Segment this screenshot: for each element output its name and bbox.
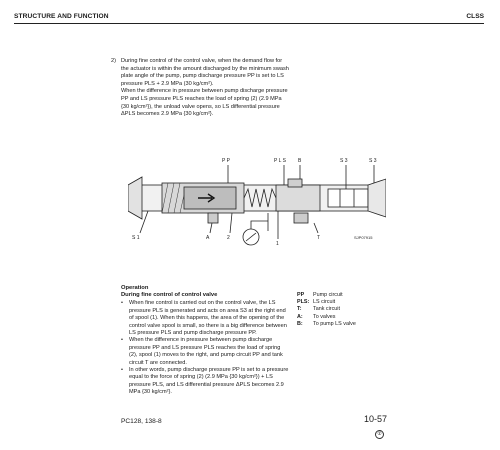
port-a <box>208 213 218 223</box>
label-2: 2 <box>227 235 230 241</box>
label-s3-1: S 3 <box>340 158 348 164</box>
intro-block <box>111 58 289 119</box>
valve-cross-section <box>128 155 386 251</box>
operation-bullets <box>121 300 289 396</box>
legend-row: T: Tank circuit <box>297 306 340 313</box>
page-number: 10-57 <box>364 414 388 424</box>
legend <box>297 292 417 328</box>
figure-code: SJP07915 <box>354 235 373 240</box>
operation-heading: Operation <box>121 285 149 291</box>
intro-paragraph-2: When the difference in pressure between pump discharge pressure PP and LS pressure PLS reaches the load of spring (2) (2.9 MPa {30 kg/cm²}), the unload valve opens, so LS differential pressure ΔPLS becomes 2.9 MPa {30 kg/cm²}. <box>121 88 288 118</box>
left-end-cap <box>128 177 142 219</box>
header-rule <box>14 23 484 24</box>
operation-subheading: During fine control of control valve <box>121 292 218 299</box>
legend-row: PLS: LS circuit <box>297 299 336 306</box>
label-a: A <box>206 235 210 241</box>
intro-paragraph-1: During fine control of the control valve, when the demand flow for the actuator is within the amount discharged by the minimum swash plate angle of the pump, pump discharge pressure PP is set to LS pressure PLS + 2.9 MPa (30 kg/cm²). <box>121 58 289 87</box>
intro-number: 2) <box>111 58 116 64</box>
operation-bullet-1: • When fine control is carried out on the control valve, the LS pressure PLS is generated and acts on area S3 at the right end of spool (1). When this happens, the area of the opening of the control valve spool is small, so there is a big difference between LS pressure PLS and pump discharge pressure PP. <box>121 300 289 337</box>
label-pp: P P <box>222 158 230 164</box>
footer-model: PC128, 138-8 <box>121 418 162 425</box>
label-s1: S 1 <box>132 235 140 241</box>
label-s3-2: S 3 <box>369 158 377 164</box>
port-t <box>294 213 308 223</box>
label-1: 1 <box>276 241 279 247</box>
section-title: STRUCTURE AND FUNCTION <box>14 13 109 20</box>
legend-row: A: To valves <box>297 313 336 320</box>
spool-right-body <box>276 185 320 211</box>
section-code: CLSS <box>466 13 484 20</box>
operation-bullet-3: • In other words, pump discharge pressure PP is set to a pressure equal to the force of spring (2) (2.9 MPa {30 kg/cm²}) + LS pressure PLS, and LS differential pressure ΔPLS becomes 2.9 MPa {30 kg/cm²}. <box>121 367 289 397</box>
right-end-cap <box>368 179 386 217</box>
legend-row: PP Pump circuit <box>297 292 343 298</box>
operation-bullet-2: • When the difference in pressure between pump discharge pressure PP and LS pressure PLS reaches the load of spring (2), spool (1) moves to the right, and pump circuit PP and tank circuit T are connected. <box>121 337 289 367</box>
legend-row: B: To pump LS valve <box>297 320 356 327</box>
revision-mark: ② <box>375 430 384 439</box>
label-t: T <box>317 235 321 241</box>
right-bore <box>328 189 368 207</box>
page-header <box>14 13 484 25</box>
label-pls: P L S <box>274 158 286 164</box>
unload-valve-diagram <box>128 155 386 251</box>
operation-section <box>121 285 289 397</box>
label-b: B <box>298 158 302 164</box>
port-b-block <box>288 179 302 187</box>
